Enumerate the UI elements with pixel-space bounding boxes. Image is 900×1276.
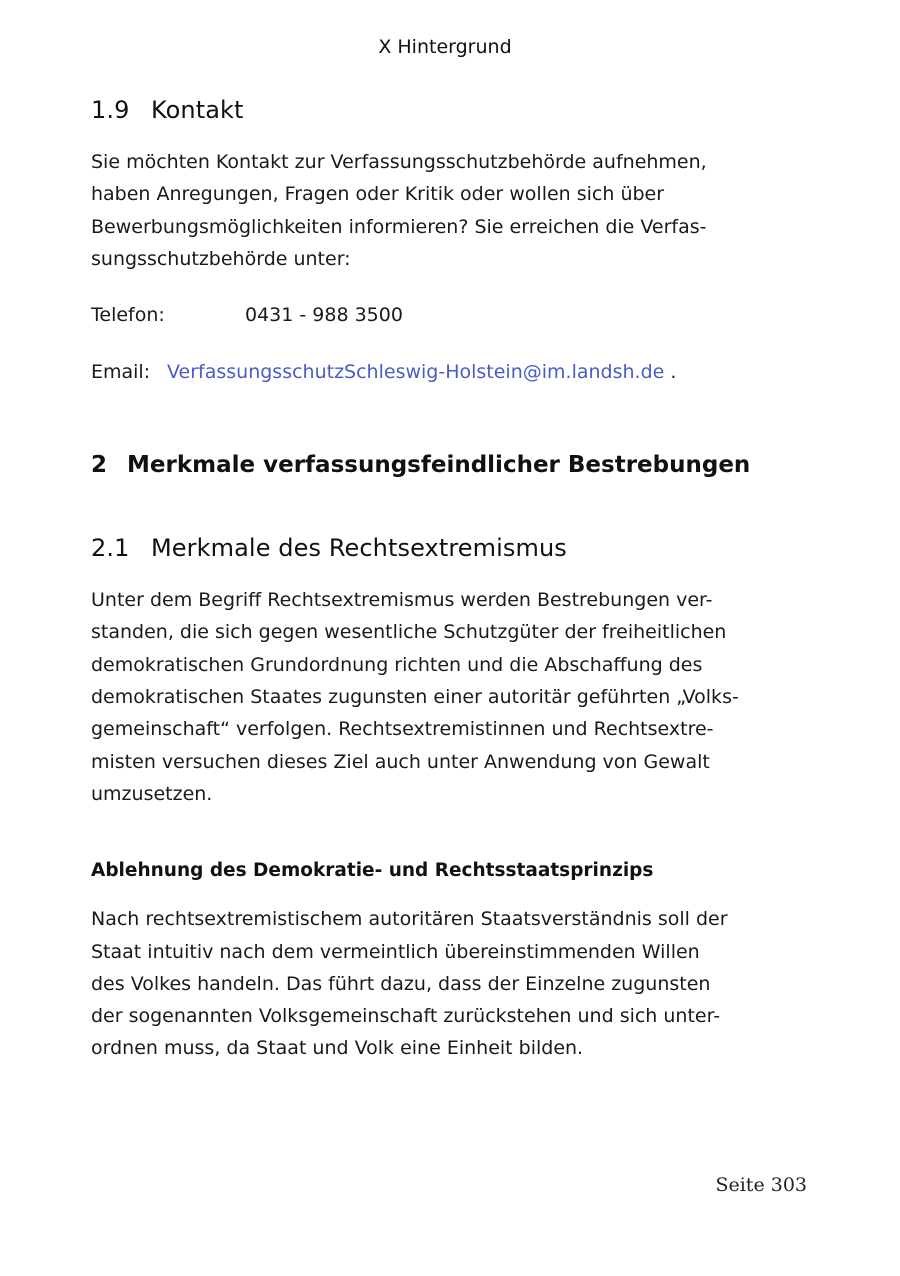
- paragraph-line: standen, die sich gegen wesentliche Schutzgüter der freiheitlichen: [91, 621, 727, 644]
- paragraph-line: Sie möchten Kontakt zur Verfassungsschutzbehörde aufnehmen,: [91, 151, 707, 173]
- phone-label: Telefon:: [91, 304, 165, 327]
- paragraph-line: misten versuchen dieses Ziel auch unter Anwendung von Gewalt: [91, 750, 710, 773]
- email-link[interactable]: VerfassungsschutzSchleswig-Holstein@im.landsh.de: [167, 361, 665, 384]
- page-number: Seite 303: [715, 1174, 807, 1196]
- phone-row: [91, 299, 761, 331]
- section-number: 2.1: [91, 534, 130, 563]
- section-number: 1.9: [91, 96, 130, 124]
- kontakt-paragraph: [91, 146, 761, 275]
- paragraph-line: haben Anregungen, Fragen oder Kritik oder wollen sich über: [91, 183, 665, 206]
- paragraph-line: demokratischen Grundordnung richten und die Abschaffung des: [91, 653, 703, 676]
- paragraph-line: sungsschutzbehörde unter:: [91, 247, 351, 270]
- paragraph-line: Nach rechtsextremistischem autoritären Staatsverständnis soll der: [91, 908, 728, 931]
- page-content: [91, 96, 761, 1065]
- section-title: Merkmale des Rechtsextremismus: [151, 534, 567, 563]
- demokratie-paragraph: [91, 903, 761, 1064]
- chapter-number: 2: [91, 452, 108, 479]
- running-header: X Hintergrund: [378, 36, 512, 58]
- section-heading-kontakt: [91, 96, 761, 124]
- paragraph-line: des Volkes handeln. Das führt dazu, dass der Einzelne zugunsten: [91, 972, 711, 995]
- rechtsextremismus-paragraph: [91, 584, 761, 810]
- chapter-heading: [91, 452, 761, 478]
- email-row: [91, 356, 761, 388]
- paragraph-line: Staat intuitiv nach dem vermeintlich übereinstimmenden Willen: [91, 940, 700, 963]
- paragraph-line: Bewerbungsmöglichkeiten informieren? Sie erreichen die Verfas-: [91, 215, 707, 238]
- subsection-heading: Ablehnung des Demokratie- und Rechtsstaatsprinzips: [91, 860, 654, 882]
- paragraph-line: ordnen muss, da Staat und Volk eine Einheit bilden.: [91, 1037, 584, 1060]
- paragraph-line: gemeinschaft“ verfolgen. Rechtsextremistinnen und Rechtsextre-: [91, 718, 714, 741]
- paragraph-line: der sogenannten Volksgemeinschaft zurückstehen und sich unter-: [91, 1005, 721, 1028]
- email-label: Email:: [91, 361, 151, 384]
- section-title: Kontakt: [151, 96, 244, 124]
- paragraph-line: demokratischen Staates zugunsten einer autoritär geführten „Volks-: [91, 686, 739, 709]
- phone-value: 0431 - 988 3500: [245, 304, 403, 327]
- paragraph-line: umzusetzen.: [91, 782, 213, 805]
- paragraph-line: Unter dem Begriff Rechtsextremismus werden Bestrebungen ver-: [91, 589, 713, 612]
- section-heading-rechtsextremismus: [91, 534, 761, 562]
- email-suffix: .: [670, 361, 677, 384]
- chapter-title: Merkmale verfassungsfeindlicher Bestrebungen: [127, 452, 751, 479]
